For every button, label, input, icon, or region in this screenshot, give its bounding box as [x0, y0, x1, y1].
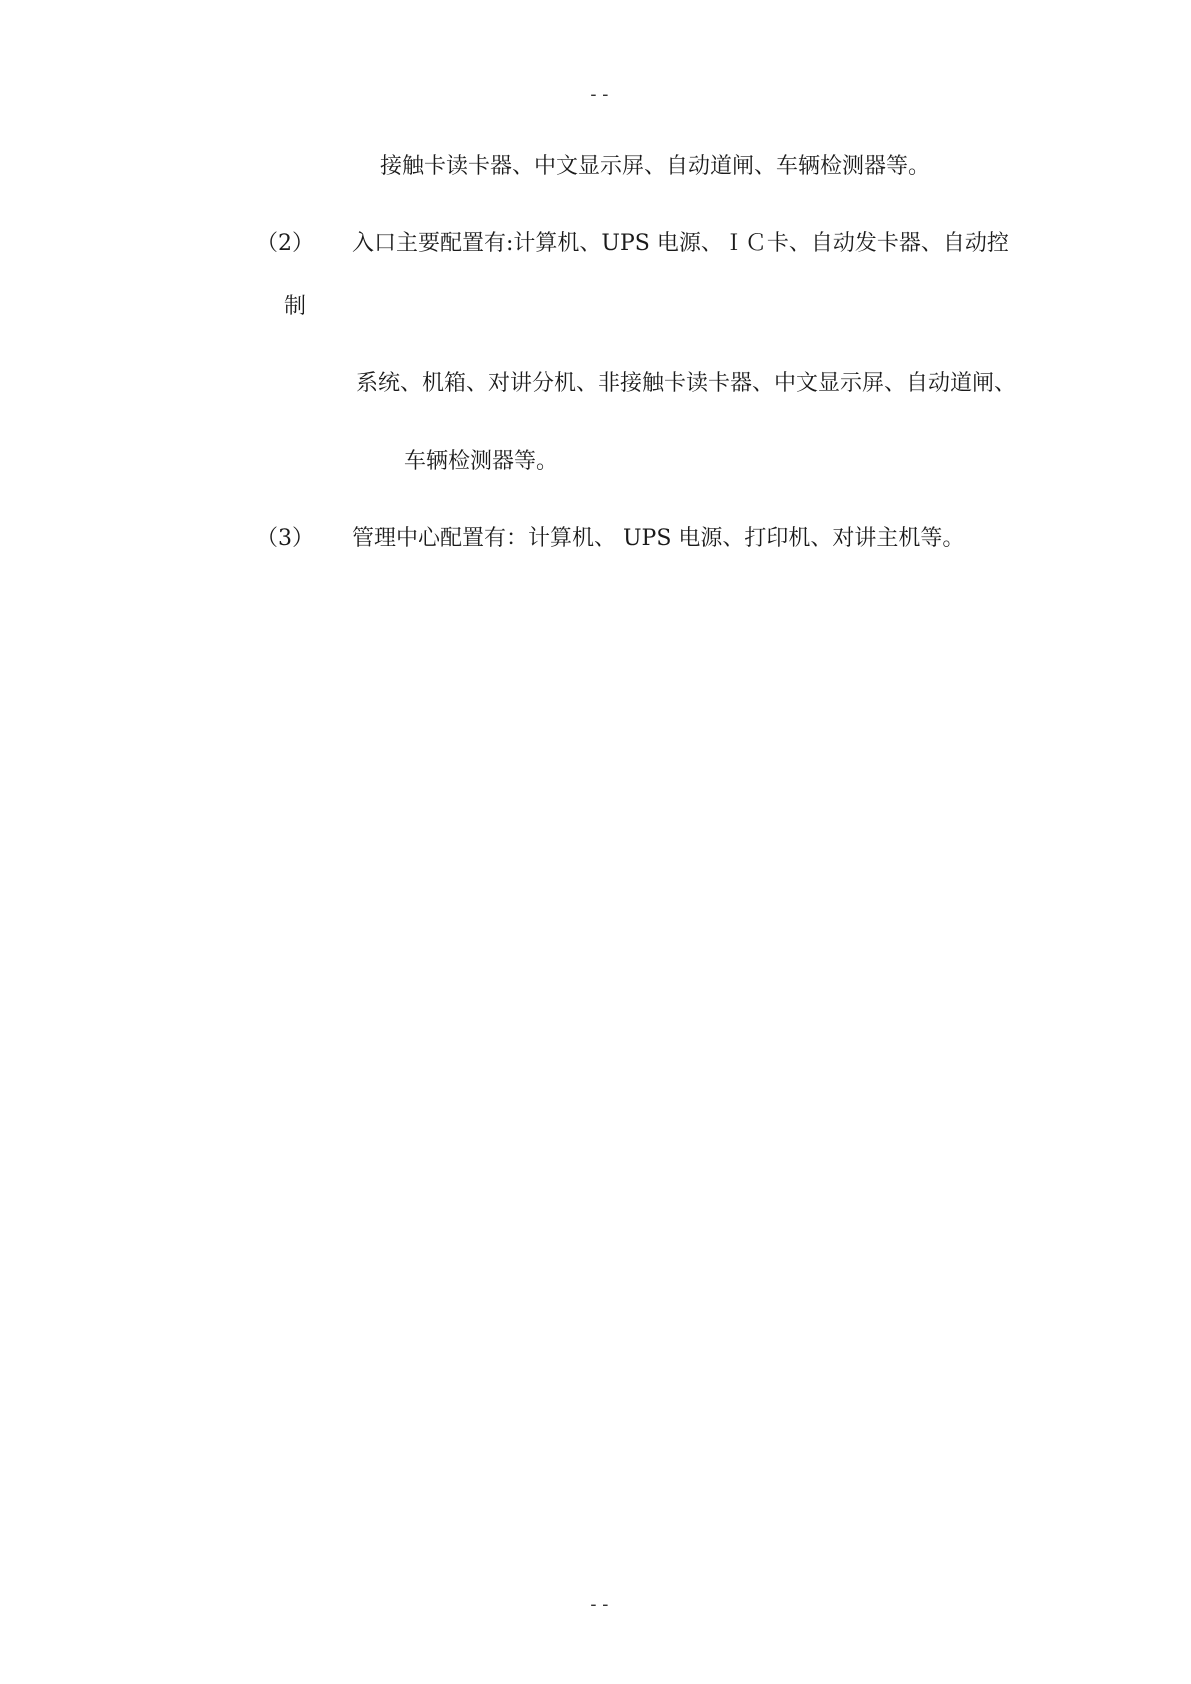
- page-footer-marker: --: [588, 1594, 612, 1615]
- list-item-2-line-b: 制: [284, 294, 307, 319]
- paragraph-line-continued: 接触卡读卡器、中文显示屏、自动道闸、车辆检测器等。: [380, 154, 931, 179]
- list-item-number-2: （2）: [256, 231, 314, 256]
- list-item-2-line-a: 入口主要配置有:计算机、UPS 电源、ＩＣ卡、自动发卡器、自动控: [352, 231, 1009, 256]
- list-item-3-line-a: 管理中心配置有：计算机、 UPS 电源、打印机、对讲主机等。: [352, 526, 965, 551]
- list-item-2-line-d: 车辆检测器等。: [404, 449, 559, 474]
- list-item-number-3: （3）: [256, 526, 314, 551]
- page-header-marker: --: [588, 84, 612, 105]
- list-item-2-line-c: 系统、机箱、对讲分机、非接触卡读卡器、中文显示屏、自动道闸、: [356, 371, 1017, 396]
